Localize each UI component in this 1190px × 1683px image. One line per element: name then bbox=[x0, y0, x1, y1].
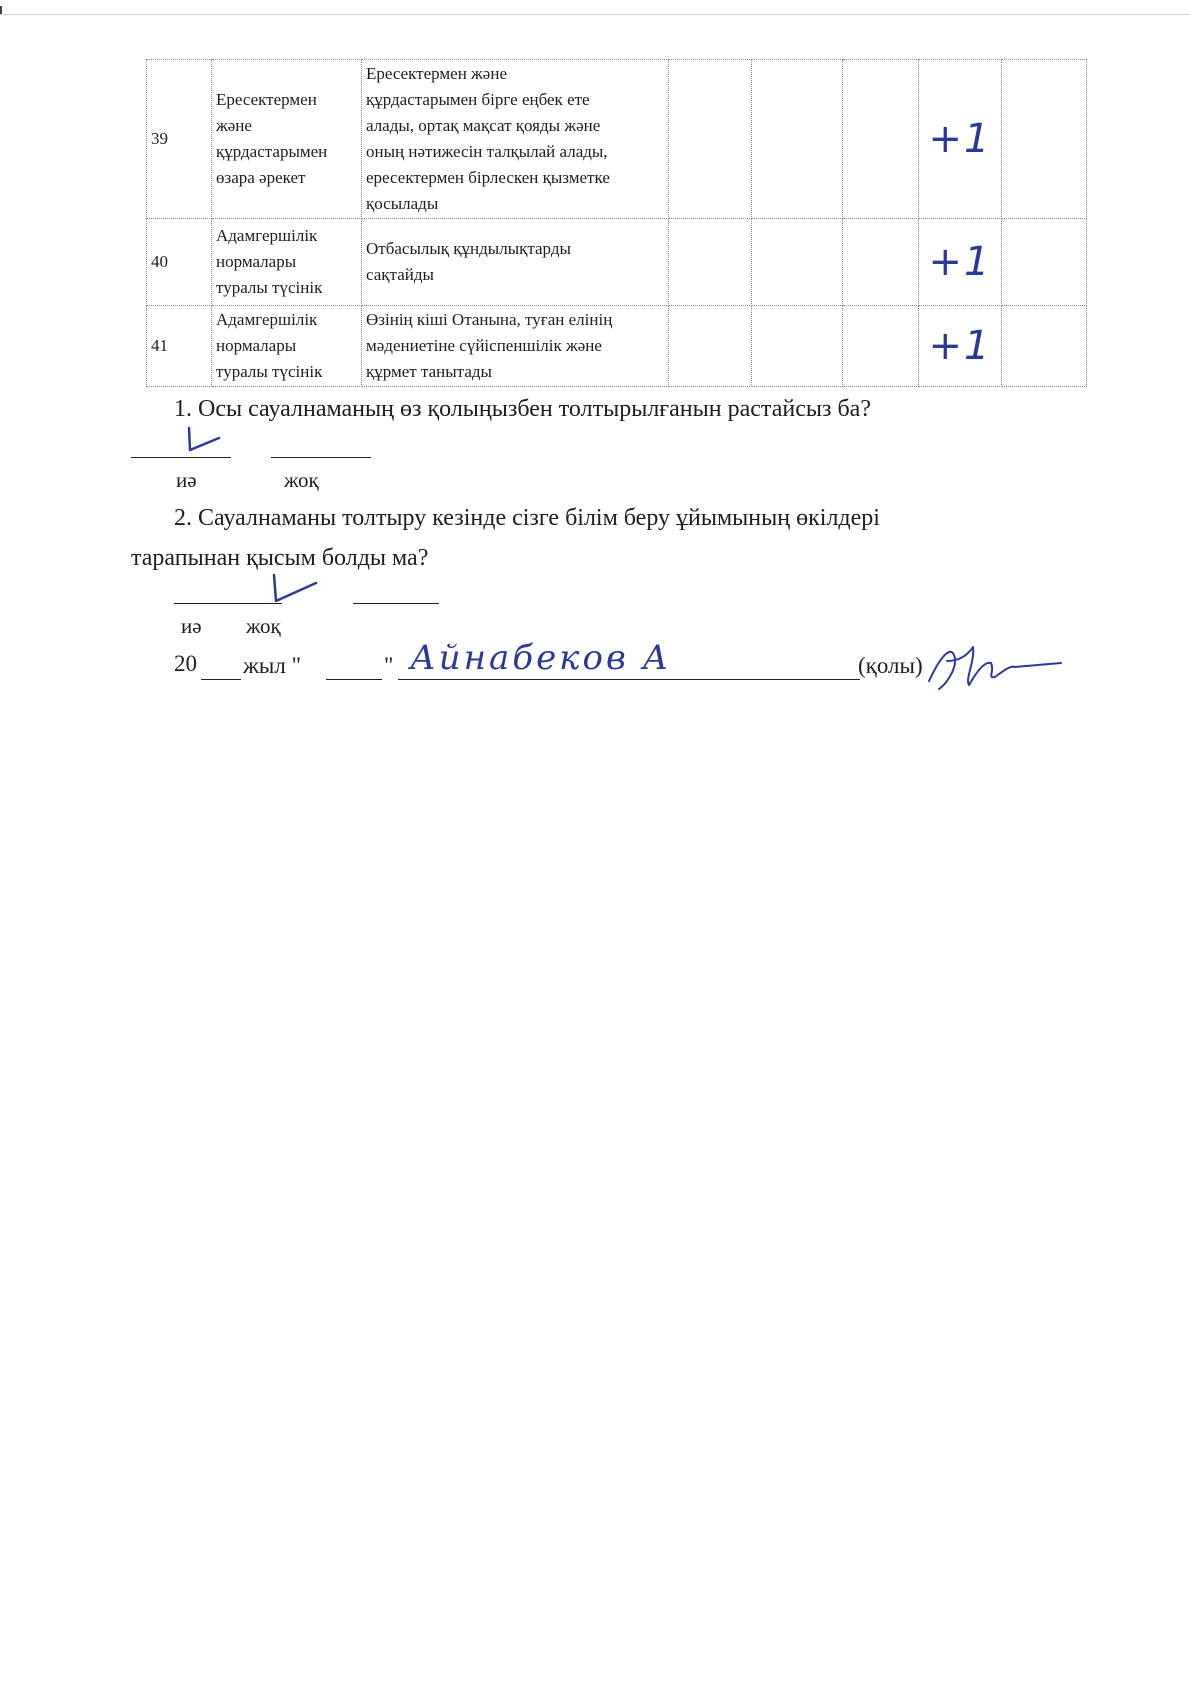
checkmark-icon bbox=[183, 424, 223, 454]
area-line: туралы түсінік bbox=[216, 362, 323, 381]
day-blank[interactable] bbox=[326, 679, 382, 680]
score-cell-2 bbox=[752, 60, 843, 219]
description-cell bbox=[362, 60, 669, 219]
page-edge-mark bbox=[0, 6, 2, 14]
handwritten-score-mark: +1 bbox=[919, 60, 1002, 219]
desc-line: алады, ортақ мақсат қояды және bbox=[366, 116, 601, 135]
area-line: өзара әрекет bbox=[216, 168, 306, 187]
q2-no-checkmark bbox=[268, 571, 320, 612]
score-cell-2 bbox=[752, 306, 843, 387]
table-row bbox=[147, 306, 1087, 387]
row-number: 40 bbox=[147, 219, 212, 306]
year-blank[interactable] bbox=[201, 679, 241, 680]
q1-yes-label: иә bbox=[176, 468, 197, 492]
area-line: Адамгершілік bbox=[216, 310, 318, 329]
name-line[interactable] bbox=[398, 679, 860, 680]
desc-line: Отбасылық құндылықтарды bbox=[366, 239, 571, 258]
handwritten-signature bbox=[925, 641, 1065, 702]
survey-table bbox=[146, 59, 1087, 387]
q1-no-answer-line[interactable] bbox=[271, 457, 371, 458]
handwritten-score-mark: +1 bbox=[919, 306, 1002, 387]
area-line: туралы түсінік bbox=[216, 278, 323, 297]
score-cell-5 bbox=[1002, 306, 1087, 387]
date-year-prefix: 20 bbox=[174, 651, 197, 676]
q1-no-label: жоқ bbox=[284, 468, 319, 492]
date-quote-close: " bbox=[384, 653, 394, 678]
area-cell bbox=[212, 306, 362, 387]
desc-line: мәдениетіне сүйіспеншілік және bbox=[366, 336, 602, 355]
description-cell bbox=[362, 306, 669, 387]
area-cell bbox=[212, 219, 362, 306]
page-top-rule bbox=[0, 14, 1190, 15]
score-cell-2 bbox=[752, 219, 843, 306]
desc-line: қосылады bbox=[366, 194, 439, 213]
score-cell-1 bbox=[669, 306, 752, 387]
q1-yes-checkmark bbox=[183, 424, 223, 461]
question-1-text: 1. Осы сауалнаманың өз қолыңызбен толтырылғанын растайсыз ба? bbox=[174, 396, 871, 422]
desc-line: құрмет танытады bbox=[366, 362, 492, 381]
score-cell-3 bbox=[843, 306, 919, 387]
area-line: құрдастарымен bbox=[216, 142, 328, 161]
table-row bbox=[147, 219, 1087, 306]
score-cell-3 bbox=[843, 60, 919, 219]
q2-no-label: жоқ bbox=[246, 614, 281, 638]
date-year-word: жыл " bbox=[243, 653, 301, 678]
q2-no-answer-line[interactable] bbox=[353, 603, 439, 604]
desc-line: Ересектермен және bbox=[366, 64, 507, 83]
score-cell-1 bbox=[669, 219, 752, 306]
question-2-text-line2: тарапынан қысым болды ма? bbox=[131, 545, 429, 571]
score-cell-5 bbox=[1002, 60, 1087, 219]
description-cell bbox=[362, 219, 669, 306]
checkmark-icon bbox=[268, 571, 320, 605]
area-line: және bbox=[216, 116, 252, 135]
desc-line: құрдастарымен бірге еңбек ете bbox=[366, 90, 590, 109]
area-line: Адамгершілік bbox=[216, 226, 318, 245]
row-number: 41 bbox=[147, 306, 212, 387]
area-line: нормалары bbox=[216, 336, 297, 355]
desc-line: оның нәтижесін талқылай алады, bbox=[366, 142, 608, 161]
handwritten-name: Айнабеков А bbox=[410, 638, 672, 678]
desc-line: ересектермен бірлескен қызметке bbox=[366, 168, 610, 187]
handwritten-score-mark: +1 bbox=[919, 219, 1002, 306]
q2-yes-answer-line[interactable] bbox=[174, 603, 282, 604]
score-cell-3 bbox=[843, 219, 919, 306]
desc-line: Өзінің кіші Отанына, туған елінің bbox=[366, 310, 613, 329]
desc-line: сақтайды bbox=[366, 265, 434, 284]
q2-yes-label: иә bbox=[181, 614, 202, 638]
signature-label: (қолы) bbox=[858, 653, 923, 678]
area-line: нормалары bbox=[216, 252, 297, 271]
table-row bbox=[147, 60, 1087, 219]
area-cell bbox=[212, 60, 362, 219]
area-line: Ересектермен bbox=[216, 90, 317, 109]
question-2-text-line1: 2. Сауалнаманы толтыру кезінде сізге білім беру ұйымының өкілдері bbox=[174, 505, 880, 531]
signature-icon bbox=[925, 641, 1065, 697]
score-cell-1 bbox=[669, 60, 752, 219]
score-cell-5 bbox=[1002, 219, 1087, 306]
row-number: 39 bbox=[147, 60, 212, 219]
